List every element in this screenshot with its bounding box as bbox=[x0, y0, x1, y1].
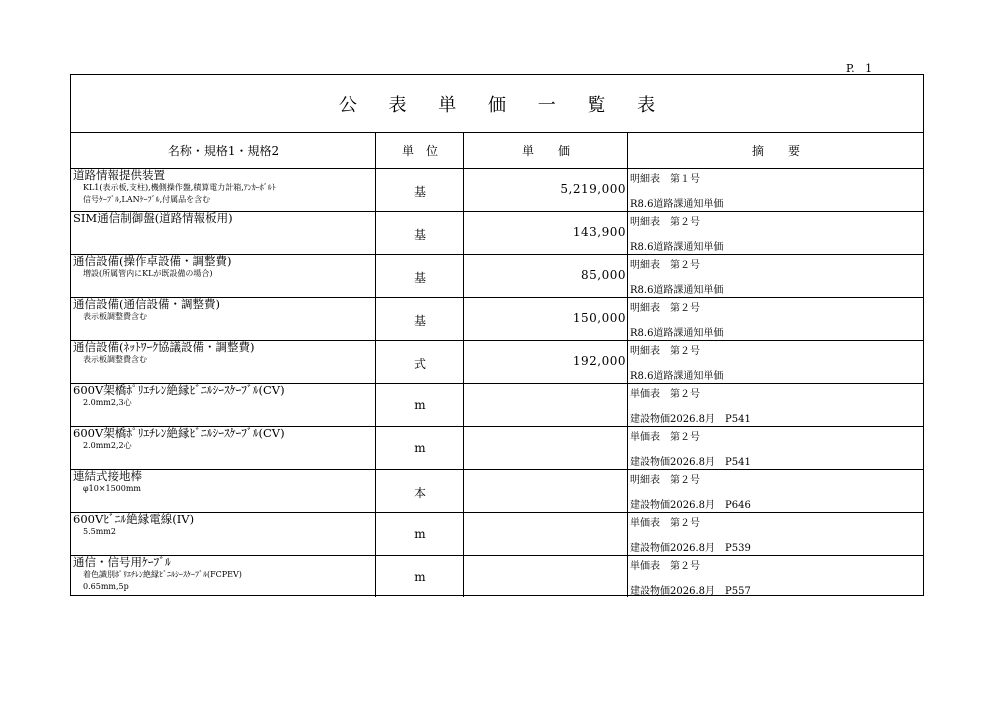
page-number: P. 1 bbox=[846, 62, 873, 75]
item-spec: KL1(表示板,支柱),機側操作盤,積算電力計箱,ｱﾝｶｰﾎﾞﾙﾄ bbox=[83, 183, 276, 192]
item-remark-ref: 単価表 第２号 bbox=[630, 389, 700, 400]
table-row bbox=[71, 383, 923, 426]
item-unit: m bbox=[414, 570, 426, 584]
item-name: SIM通信制御盤(道路情報板用) bbox=[73, 211, 233, 225]
table-row bbox=[71, 168, 923, 211]
item-remark-source: R8.6道路課通知単価 bbox=[630, 199, 724, 210]
item-remark-source: R8.6道路課通知単価 bbox=[630, 285, 724, 296]
item-name-cell bbox=[73, 384, 373, 409]
item-unit: m bbox=[414, 441, 426, 455]
item-remark-ref: 単価表 第２号 bbox=[630, 561, 700, 572]
header-name: 名称・規格1・規格2 bbox=[71, 132, 376, 168]
item-name-cell bbox=[73, 556, 373, 593]
item-remark-source: R8.6道路課通知単価 bbox=[630, 328, 724, 339]
item-price: 150,000 bbox=[572, 311, 626, 325]
item-spec: 2.0mm2,3心 bbox=[83, 398, 132, 407]
item-spec: 表示板調整費含む bbox=[83, 312, 147, 321]
item-remark-source: 建設物価2026.8月 P557 bbox=[630, 586, 751, 597]
item-name-cell bbox=[73, 470, 373, 495]
item-name: 通信設備(操作卓設備・調整費) bbox=[73, 254, 232, 268]
item-spec: 着色識別ﾎﾟﾘｴﾁﾚﾝ絶縁ﾋﾞﾆﾙｼｰｽｹｰﾌﾞﾙ(FCPEV) bbox=[83, 570, 242, 579]
item-unit: 式 bbox=[413, 357, 426, 371]
item-remark-ref: 明細表 第２号 bbox=[630, 346, 700, 357]
item-remark-ref: 明細表 第２号 bbox=[630, 303, 700, 314]
item-remark-source: 建設物価2026.8月 P539 bbox=[630, 543, 751, 554]
item-name: 道路情報提供装置 bbox=[73, 168, 165, 182]
table-row bbox=[71, 211, 923, 254]
item-name: 600V架橋ﾎﾟﾘｴﾁﾚﾝ絶縁ﾋﾞﾆﾙｼｰｽｹｰﾌﾞﾙ(CV) bbox=[73, 383, 285, 397]
header-remarks: 摘 要 bbox=[628, 132, 924, 168]
item-name-cell bbox=[73, 298, 373, 323]
table-row bbox=[71, 340, 923, 383]
item-unit: 本 bbox=[413, 486, 426, 500]
item-name-cell bbox=[73, 341, 373, 366]
item-remark-ref: 明細表 第１号 bbox=[630, 174, 700, 185]
item-unit: 基 bbox=[413, 185, 426, 199]
table-row bbox=[71, 426, 923, 469]
item-unit: m bbox=[414, 398, 426, 412]
item-remark-source: 建設物価2026.8月 P541 bbox=[630, 414, 751, 425]
item-remark-source: R8.6道路課通知単価 bbox=[630, 242, 724, 253]
item-remark-ref: 単価表 第２号 bbox=[630, 432, 700, 443]
item-remark-source: 建設物価2026.8月 P646 bbox=[630, 500, 751, 511]
item-remark-source: R8.6道路課通知単価 bbox=[630, 371, 724, 382]
item-spec: 増設(所属管内にKLが既設備の場合) bbox=[83, 269, 213, 278]
item-price: 192,000 bbox=[572, 354, 626, 368]
item-price: 5,219,000 bbox=[560, 182, 626, 196]
price-list-table bbox=[70, 74, 924, 596]
item-spec: 2.0mm2,2心 bbox=[83, 441, 132, 450]
document-title: 公 表 単 価 一 覧 表 bbox=[338, 94, 669, 116]
item-name-cell bbox=[73, 513, 373, 538]
item-spec: 表示板調整費含む bbox=[83, 355, 147, 364]
item-price: 143,900 bbox=[572, 225, 626, 239]
item-spec: 5.5mm2 bbox=[83, 527, 116, 536]
item-spec: 信号ｹｰﾌﾞﾙ,LANｹｰﾌﾞﾙ,付属品を含む bbox=[83, 195, 211, 204]
header-unit: 単 位 bbox=[376, 132, 464, 168]
item-remark-ref: 明細表 第２号 bbox=[630, 217, 700, 228]
item-unit: 基 bbox=[413, 271, 426, 285]
item-unit: 基 bbox=[413, 314, 426, 328]
item-spec: 0.65mm,5p bbox=[83, 582, 129, 591]
item-name-cell bbox=[73, 212, 373, 225]
item-name-cell bbox=[73, 255, 373, 280]
table-row bbox=[71, 512, 923, 555]
item-remark-ref: 明細表 第２号 bbox=[630, 475, 700, 486]
item-name-cell bbox=[73, 169, 373, 206]
table-row bbox=[71, 469, 923, 512]
item-name: 600V架橋ﾎﾟﾘｴﾁﾚﾝ絶縁ﾋﾞﾆﾙｼｰｽｹｰﾌﾞﾙ(CV) bbox=[73, 426, 285, 440]
item-remark-ref: 明細表 第２号 bbox=[630, 260, 700, 271]
item-name: 連結式接地棒 bbox=[73, 469, 142, 483]
header-price: 単 価 bbox=[464, 132, 628, 168]
table-row bbox=[71, 254, 923, 297]
item-name: 通信・信号用ｹｰﾌﾞﾙ bbox=[73, 555, 171, 569]
item-unit: m bbox=[414, 527, 426, 541]
item-remark-ref: 単価表 第２号 bbox=[630, 518, 700, 529]
item-unit: 基 bbox=[413, 228, 426, 242]
item-name: 通信設備(通信設備・調整費) bbox=[73, 297, 220, 311]
table-row bbox=[71, 555, 923, 598]
table-row bbox=[71, 297, 923, 340]
item-name-cell bbox=[73, 427, 373, 452]
item-spec: φ10×1500mm bbox=[83, 484, 142, 493]
item-remark-source: 建設物価2026.8月 P541 bbox=[630, 457, 751, 468]
item-name: 600Vﾋﾞﾆﾙ絶縁電線(IV) bbox=[73, 512, 195, 526]
item-price: 85,000 bbox=[581, 268, 626, 282]
item-name: 通信設備(ﾈｯﾄﾜｰｸ協議設備・調整費) bbox=[73, 340, 255, 354]
